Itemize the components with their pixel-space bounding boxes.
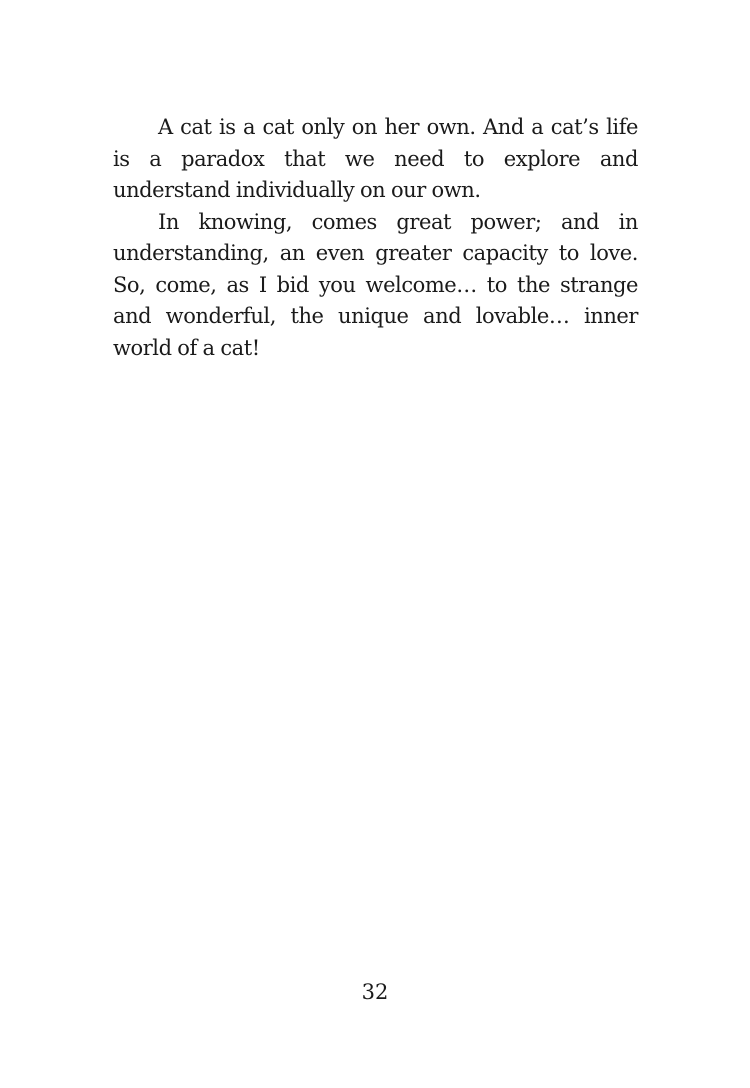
- page-number: 32: [361, 980, 389, 1004]
- paragraph: A cat is a cat only on her own. And a cat’s life is a paradox that we need to explore and understand individually on our own.: [113, 115, 638, 202]
- paragraph: In knowing, comes great power; and in understanding, an even greater capacity to love. So, come, as I bid you welcome… to the strange and wonderful, the unique and lovable… inner world of a cat!: [113, 209, 638, 360]
- body-text: [113, 112, 638, 364]
